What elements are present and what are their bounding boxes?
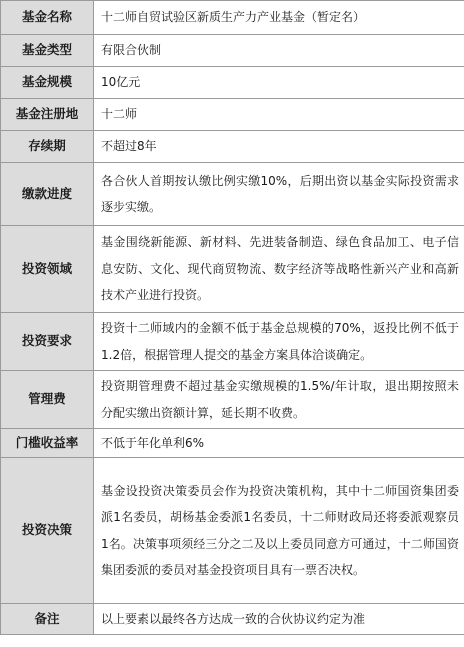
table-row-duration: [1, 131, 464, 163]
row-label: 投资要求: [1, 313, 94, 371]
row-label: 管理费: [1, 371, 94, 429]
row-label: 缴款进度: [1, 163, 94, 226]
row-value: 有限合伙制: [94, 35, 464, 67]
row-value: 十二师自贸试验区新质生产力产业基金（暂定名）: [94, 1, 464, 35]
row-label: 投资决策: [1, 458, 94, 604]
row-value: 投资十二师域内的金额不低于基金总规模的70%，返投比例不低于1.2倍，根据管理人提交的基金方案具体洽谈确定。: [94, 313, 464, 371]
row-label: 备注: [1, 604, 94, 635]
row-value: 各合伙人首期按认缴比例实缴10%，后期出资以基金实际投资需求逐步实缴。: [94, 163, 464, 226]
table-row-fund-name: [1, 1, 464, 35]
table-row-investment-decision: [1, 458, 464, 604]
table-row-remarks: [1, 604, 464, 635]
row-value: 基金设投资决策委员会作为投资决策机构，其中十二师国资集团委派1名委员，胡杨基金委派1名委员，十二师财政局还将委派观察员1名。决策事项须经三分之二及以上委员同意方可通过，十二师国资集团委派的委员对基金投资项目具有一票否决权。: [94, 458, 464, 604]
table-row-hurdle-rate: [1, 429, 464, 458]
row-label: 基金规模: [1, 67, 94, 99]
row-value: 基金围绕新能源、新材料、先进装备制造、绿色食品加工、电子信息安防、文化、现代商贸物流、数字经济等战略性新兴产业和高新技术产业进行投资。: [94, 226, 464, 313]
row-label: 基金类型: [1, 35, 94, 67]
table-row-investment-field: [1, 226, 464, 313]
row-label: 门槛收益率: [1, 429, 94, 458]
row-value: 10亿元: [94, 67, 464, 99]
row-value: 投资期管理费不超过基金实缴规模的1.5%/年计取，退出期按照未分配实缴出资额计算，延长期不收费。: [94, 371, 464, 429]
row-value: 十二师: [94, 99, 464, 131]
row-value: 以上要素以最终各方达成一致的合伙协议约定为准: [94, 604, 464, 635]
row-value: 不低于年化单利6%: [94, 429, 464, 458]
row-label: 基金注册地: [1, 99, 94, 131]
row-label: 基金名称: [1, 1, 94, 35]
table-row-investment-requirement: [1, 313, 464, 371]
row-label: 投资领域: [1, 226, 94, 313]
table-row-fund-type: [1, 35, 464, 67]
row-value: 不超过8年: [94, 131, 464, 163]
table-row-registration: [1, 99, 464, 131]
table-row-payment-schedule: [1, 163, 464, 226]
row-label: 存续期: [1, 131, 94, 163]
table-row-fund-size: [1, 67, 464, 99]
table-row-management-fee: [1, 371, 464, 429]
